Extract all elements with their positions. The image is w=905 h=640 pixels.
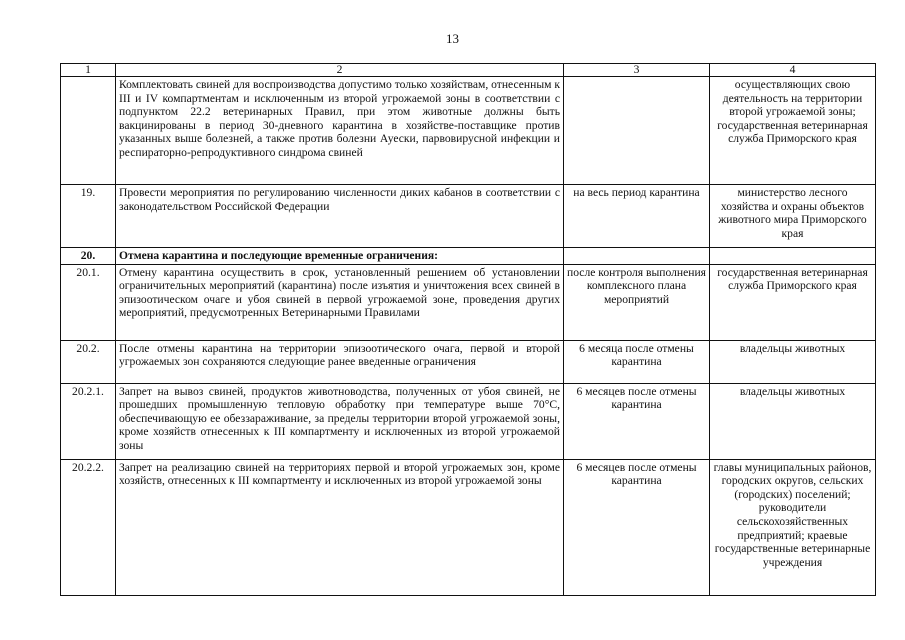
table-row	[61, 459, 876, 595]
table-row	[61, 77, 876, 185]
row-term: 6 месяцев после отмены карантина	[564, 459, 710, 595]
row-responsible: главы муниципальных районов, городских округов, сельских (городских) поселений; руководители сельскохозяйственных предприятий; краевые государственные ветеринарные учреждения	[710, 459, 876, 595]
row-term: на весь период карантина	[564, 185, 710, 248]
row-number: 19.	[61, 185, 116, 248]
row-term: 6 месяца после отмены карантина	[564, 340, 710, 383]
table-row	[61, 340, 876, 383]
row-term	[564, 248, 710, 265]
row-responsible: министерство лесного хозяйства и охраны объектов животного мира Приморского края	[710, 185, 876, 248]
page-number: 13	[446, 31, 459, 46]
column-header: 4	[710, 64, 876, 77]
table-row	[61, 248, 876, 265]
row-action: Провести мероприятия по регулированию численности диких кабанов в соответствии с законодательством Российской Федерации	[116, 185, 564, 248]
column-header: 1	[61, 64, 116, 77]
measures-table	[60, 63, 876, 596]
row-number: 20.2.2.	[61, 459, 116, 595]
row-action: Комплектовать свиней для воспроизводства допустимо только хозяйствам, отнесенным к III и IV компартментам и исключенным из второй угрожаемой зоны в соответствии с подпунктом 22.2 ветеринарных Правил, при этом животные должны быть вакцинированы в период 30-дневного карантина в хозяйстве-поставщике против указанных выше болезней, а также против болезни Ауески, парвовирусной инфекции и респираторно-репродуктивного синдрома свиней	[116, 77, 564, 185]
table-header-row	[61, 64, 876, 77]
table-row	[61, 383, 876, 459]
row-action: Запрет на вывоз свиней, продуктов животноводства, полученных от убоя свиней, не прошедших промышленную тепловую обработку при температуре выше 70°С, обеспечивающую ее обеззараживание, за пределы территории второй угрожаемой зоны, кроме хозяйств отнесенных к III компартменту и исключенных из второй угрожаемой зоны	[116, 383, 564, 459]
column-header: 3	[564, 64, 710, 77]
row-action: Запрет на реализацию свиней на территориях первой и второй угрожаемых зон, кроме хозяйств, отнесенных к III компартменту и исключенных из второй угрожаемой зоны	[116, 459, 564, 595]
row-action: Отмена карантина и последующие временные ограничения:	[116, 248, 564, 265]
column-header: 2	[116, 64, 564, 77]
table-row	[61, 185, 876, 248]
table-row	[61, 264, 876, 340]
row-number: 20.2.	[61, 340, 116, 383]
row-responsible: владельцы животных	[710, 340, 876, 383]
row-responsible: государственная ветеринарная служба Приморского края	[710, 264, 876, 340]
row-action: После отмены карантина на территории эпизоотического очага, первой и второй угрожаемых зон сохраняются следующие ранее введенные ограничения	[116, 340, 564, 383]
row-number: 20.2.1.	[61, 383, 116, 459]
row-term	[564, 77, 710, 185]
row-number: 20.1.	[61, 264, 116, 340]
row-number: 20.	[61, 248, 116, 265]
row-term: после контроля выполнения комплексного плана мероприятий	[564, 264, 710, 340]
row-number	[61, 77, 116, 185]
row-responsible: осуществляющих свою деятельность на территории второй угрожаемой зоны; государственная ветеринарная служба Приморского края	[710, 77, 876, 185]
row-term: 6 месяцев после отмены карантина	[564, 383, 710, 459]
row-action: Отмену карантина осуществить в срок, установленный решением об установлении ограничительных мероприятий (карантина) после изъятия и уничтожения всех свиней в эпизоотическом очаге и убоя свиней в первой угрожаемой зоне, проведения других мероприятий, предусмотренных Ветеринарными Правилами	[116, 264, 564, 340]
row-responsible	[710, 248, 876, 265]
row-responsible: владельцы животных	[710, 383, 876, 459]
